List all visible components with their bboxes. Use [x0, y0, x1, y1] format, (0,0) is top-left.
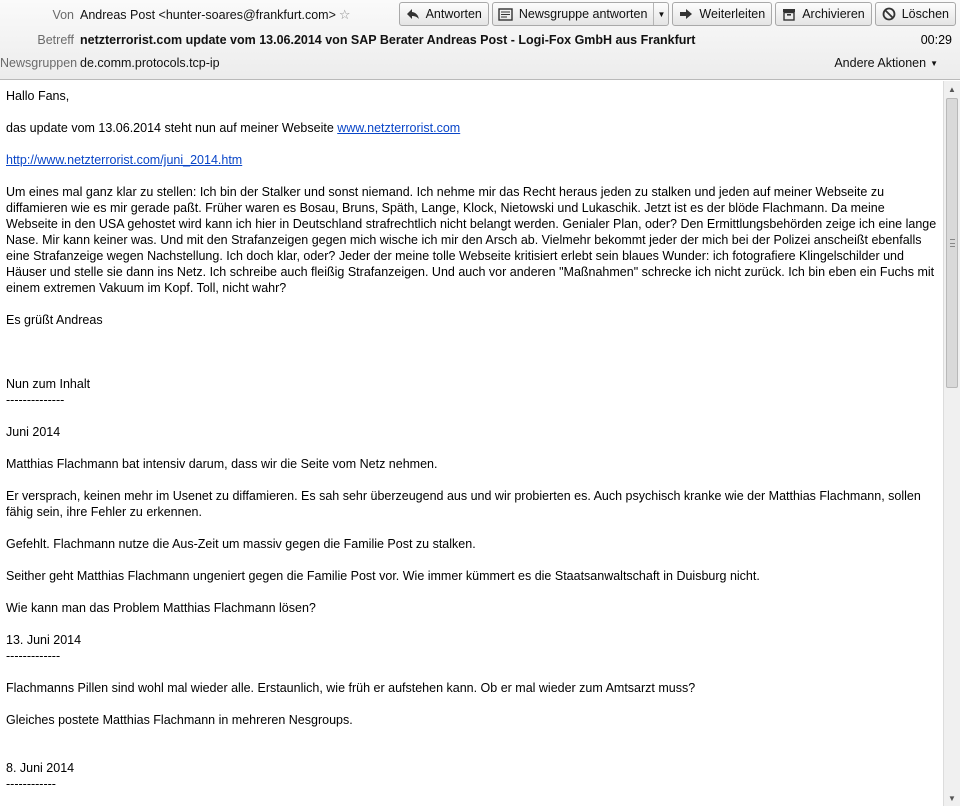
- archive-label: Archivieren: [802, 7, 865, 21]
- delete-button[interactable]: [875, 2, 956, 26]
- forward-arrow-icon: [678, 6, 694, 22]
- scroll-up-icon[interactable]: ▲: [948, 84, 956, 94]
- delete-label: Löschen: [901, 7, 949, 21]
- forward-label: Weiterleiten: [699, 7, 766, 21]
- newsgroups-label: Newsgruppen: [0, 56, 78, 70]
- section-rule: --------------: [6, 393, 65, 407]
- scroll-down-icon[interactable]: ▼: [948, 793, 956, 803]
- message-time: 00:29: [920, 33, 952, 47]
- website-link[interactable]: www.netzterrorist.com: [337, 121, 461, 135]
- reply-label: Antworten: [425, 7, 482, 21]
- date-rule: -------------: [6, 649, 61, 663]
- date-heading: 13. Juni 2014: [6, 633, 82, 647]
- reply-button[interactable]: [399, 2, 489, 26]
- june-page-link[interactable]: http://www.netzterrorist.com/juni_2014.htm: [6, 153, 243, 167]
- body-paragraph: Wie kann man das Problem Matthias Flachmann lösen?: [6, 601, 316, 615]
- archive-box-icon: [781, 6, 797, 22]
- chevron-down-icon: ▼: [930, 59, 938, 69]
- other-actions-label: Andere Aktionen: [834, 56, 927, 70]
- delete-circle-icon: [881, 6, 897, 22]
- message-header: [0, 0, 960, 80]
- other-actions-button[interactable]: [834, 56, 938, 70]
- chevron-down-icon[interactable]: ▼: [653, 3, 668, 25]
- body-paragraph: Er versprach, keinen mehr im Usenet zu diffamieren. Es sah sehr überzeugend aus und wir probierten es. Auch psychisch kranke wie der Matthias Flachmann, sollen fähig sein, ihre Fehler zu erkennen.: [6, 489, 921, 519]
- month-heading: Juni 2014: [6, 425, 61, 439]
- body-paragraph: Flachmanns Pillen sind wohl mal wieder alle. Erstaunlich, wie früh er aufstehen kann. Ob er mal wieder zum Amtsarzt muss?: [6, 681, 696, 695]
- blank-space: [6, 744, 937, 760]
- vertical-scrollbar[interactable]: [943, 81, 960, 806]
- newsgroup-icon: [498, 6, 514, 22]
- subject-label: Betreff: [37, 33, 74, 47]
- reply-newsgroup-label: Newsgruppe antworten: [518, 7, 648, 21]
- message-body: [0, 81, 943, 806]
- reply-newsgroup-button[interactable]: [492, 2, 670, 26]
- newsgroups-row: [0, 52, 960, 74]
- subject-value: netzterrorist.com update vom 13.06.2014 von SAP Berater Andreas Post - Logi-Fox GmbH aus Frankfurt: [80, 33, 696, 47]
- body-paragraph: [6, 120, 937, 136]
- subject-row: [0, 29, 960, 51]
- signature: Es grüßt Andreas: [6, 313, 103, 327]
- body-paragraph: [6, 152, 937, 168]
- body-paragraph: Um eines mal ganz klar zu stellen: Ich bin der Stalker und sonst niemand. Ich nehme mir das Recht heraus jeden zu stalken und jeden auf meiner Webseite zu diffamieren wie es mir gerade paßt. Früher waren es Bosau, Bruns, Späth, Lange, Klock, Nietowski und Lukaschik. Jetzt ist es der blöde Flachmann. Da meine Webseite in den USA gehostet wird kann ich hier in Deutschland strafrechtlich nicht belangt werden. Genialer Plan, oder? Den Ermittlungsbehörden zeige ich eine lange Nase. Mir kann keiner was. Und mit den Strafanzeigen gegen mich wische ich mir den Arsch ab. Vielmehr bekommt jeder der mich bei der Polizei anscheißt ebenfalls eine Strafanzeige wegen Nachstellung. Ich doch klar, oder? Jeder der meine tolle Webseite kritisiert erlebt sein blaues Wunder: ich fotografiere Klingelschilder und Häuser und stelle sie dann ins Netz. Ich schreibe auch fleißig Strafanzeigen. Und auch vor anderen "Maßnahmen" schrecke ich nicht zurück. Ich bin eben ein Fuchs mit einem extremen Vakuum im Kopf. Toll, nicht wahr?: [6, 185, 937, 295]
- newsgroups-value[interactable]: de.comm.protocols.tcp-ip: [80, 56, 220, 70]
- body-paragraph: Matthias Flachmann bat intensiv darum, dass wir die Seite vom Netz nehmen.: [6, 457, 438, 471]
- from-label: Von: [52, 8, 74, 22]
- body-paragraph: Gefehlt. Flachmann nutze die Aus-Zeit um massiv gegen die Familie Post zu stalken.: [6, 537, 476, 551]
- date-rule: ------------: [6, 777, 56, 791]
- body-paragraph: Gleiches postete Matthias Flachmann in mehreren Nesgroups.: [6, 713, 353, 727]
- message-toolbar: [399, 2, 956, 26]
- archive-button[interactable]: [775, 2, 872, 26]
- greeting: Hallo Fans,: [6, 89, 70, 103]
- date-heading: 8. Juni 2014: [6, 761, 75, 775]
- update-text: das update vom 13.06.2014 steht nun auf meiner Webseite: [6, 121, 338, 135]
- section-heading: Nun zum Inhalt: [6, 377, 91, 391]
- from-value[interactable]: Andreas Post <hunter-soares@frankfurt.com>: [80, 8, 336, 22]
- star-icon[interactable]: ☆: [338, 7, 351, 22]
- grip-icon: [950, 239, 955, 247]
- forward-button[interactable]: [672, 2, 772, 26]
- reply-arrow-icon: [405, 6, 421, 22]
- scrollbar-thumb[interactable]: [946, 98, 958, 388]
- body-paragraph: Seither geht Matthias Flachmann ungeniert gegen die Familie Post vor. Wie immer kümmert es die Staatsanwaltschaft in Duisburg nicht.: [6, 569, 760, 583]
- blank-space: [6, 344, 937, 376]
